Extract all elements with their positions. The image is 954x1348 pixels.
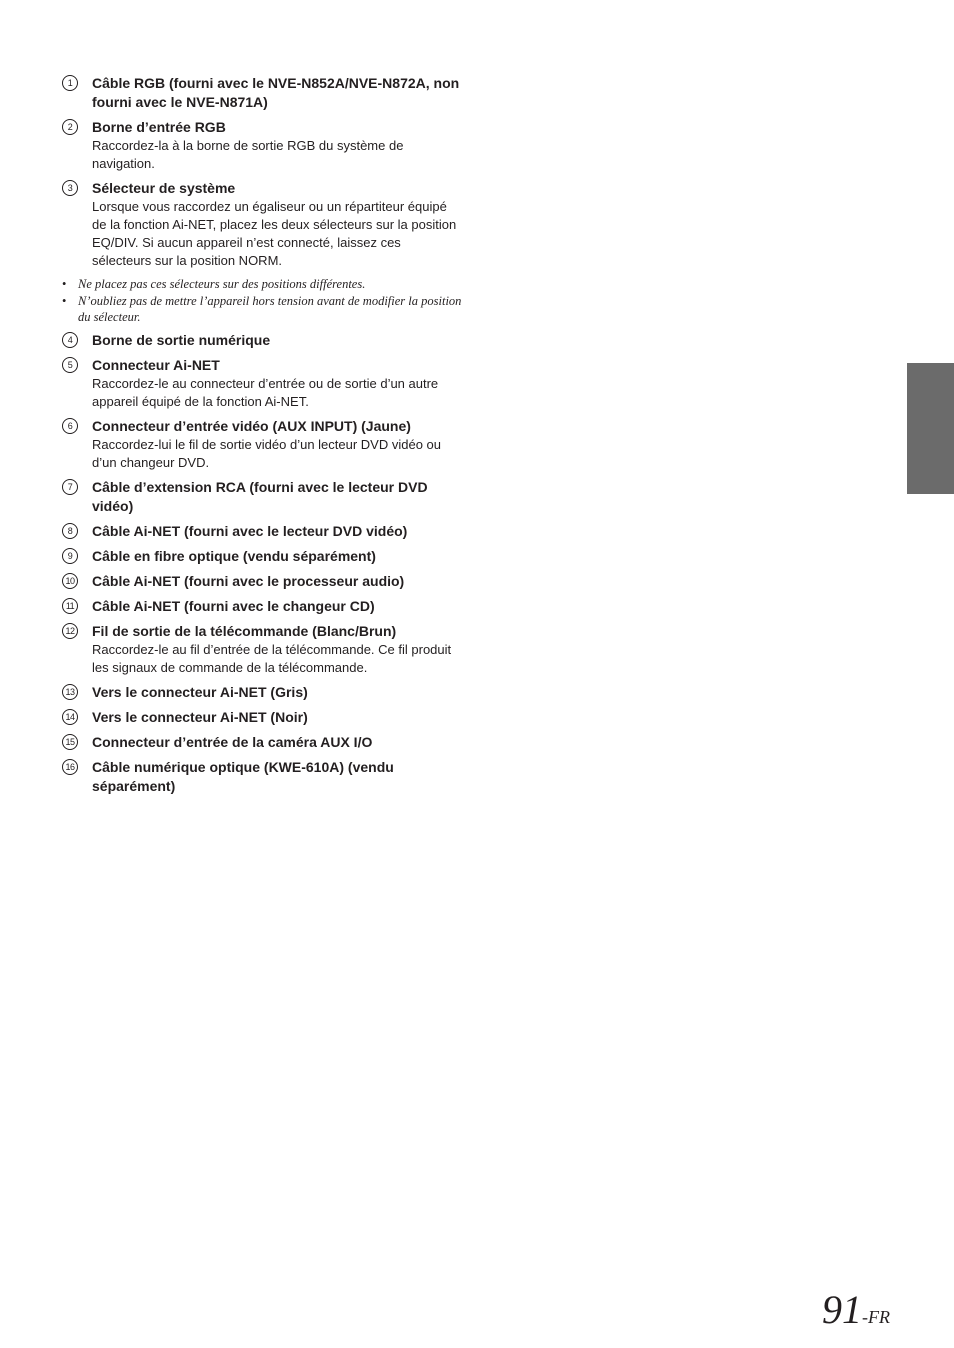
item-title: Connecteur d’entrée vidéo (AUX INPUT) (Jaune) (92, 418, 411, 434)
note-item (62, 276, 462, 292)
list-item (62, 733, 462, 752)
item-description: Raccordez-le au connecteur d’entrée ou de sortie d’un autre appareil équipé de la fonction Ai-NET. (92, 376, 439, 409)
note-text: N’oubliez pas de mettre l’appareil hors tension avant de modifier la position du sélecteur. (78, 294, 462, 324)
item-description: Raccordez-lui le fil de sortie vidéo d’un lecteur DVD vidéo ou d’un changeur DVD. (92, 437, 442, 470)
item-number-circle: 9 (62, 548, 78, 564)
list-item (62, 179, 462, 270)
list-item (62, 708, 462, 727)
note-item (62, 293, 462, 325)
section-tab (907, 363, 954, 494)
item-title: Connecteur d’entrée de la caméra AUX I/O (92, 734, 373, 750)
page-number-value: 91 (822, 1287, 863, 1332)
item-number-circle: 8 (62, 523, 78, 539)
item-title: Câble Ai-NET (fourni avec le lecteur DVD vidéo) (92, 523, 408, 539)
item-number-circle: 5 (62, 357, 78, 373)
item-title: Câble d’extension RCA (fourni avec le lecteur DVD vidéo) (92, 479, 428, 514)
list-item (62, 118, 462, 173)
item-number-circle: 2 (62, 119, 78, 135)
bullet-icon: • (62, 294, 67, 308)
list-item (62, 74, 462, 112)
bullet-icon: • (62, 277, 67, 291)
item-number-circle: 1 (62, 75, 78, 91)
item-description: Lorsque vous raccordez un égaliseur ou un répartiteur équipé de la fonction Ai-NET, placez les deux sélecteurs sur la position EQ/DIV. Si aucun appareil n’est connecté, laissez ces sélecteurs sur la position NORM. (92, 199, 457, 268)
list-item (62, 622, 462, 677)
item-title: Vers le connecteur Ai-NET (Noir) (92, 709, 308, 725)
list-item (62, 356, 462, 411)
list-item (62, 572, 462, 591)
item-title: Câble RGB (fourni avec le NVE-N852A/NVE-N872A, non fourni avec le NVE-N871A) (92, 75, 460, 110)
page-number (822, 1286, 890, 1334)
item-number-circle: 6 (62, 418, 78, 434)
item-title: Câble numérique optique (KWE-610A) (vendu séparément) (92, 759, 394, 794)
list-item (62, 597, 462, 616)
item-title: Fil de sortie de la télécommande (Blanc/Brun) (92, 623, 397, 639)
item-title: Borne d’entrée RGB (92, 119, 226, 135)
item-list-b (62, 331, 462, 796)
item-number-circle: 7 (62, 479, 78, 495)
item-title: Câble en fibre optique (vendu séparément) (92, 548, 376, 564)
item-number-circle: 3 (62, 180, 78, 196)
item-number-circle: 4 (62, 332, 78, 348)
list-item (62, 522, 462, 541)
item-number-circle: 11 (62, 598, 78, 614)
list-item (62, 683, 462, 702)
item-number-circle: 14 (62, 709, 78, 725)
item-list-a (62, 74, 462, 270)
list-item (62, 478, 462, 516)
page-number-suffix: -FR (862, 1307, 890, 1327)
item-title: Sélecteur de système (92, 180, 236, 196)
item-number-circle: 16 (62, 759, 78, 775)
item-description: Raccordez-la à la borne de sortie RGB du système de navigation. (92, 138, 404, 171)
item-title: Connecteur Ai-NET (92, 357, 220, 373)
note-text: Ne placez pas ces sélecteurs sur des positions différentes. (78, 277, 366, 291)
item-title: Borne de sortie numérique (92, 332, 271, 348)
list-item (62, 758, 462, 796)
page-content (62, 74, 462, 802)
list-item (62, 331, 462, 350)
item-title: Câble Ai-NET (fourni avec le changeur CD) (92, 598, 375, 614)
notes-list (62, 276, 462, 325)
item-number-circle: 13 (62, 684, 78, 700)
item-number-circle: 15 (62, 734, 78, 750)
item-title: Câble Ai-NET (fourni avec le processeur audio) (92, 573, 405, 589)
list-item (62, 417, 462, 472)
item-number-circle: 12 (62, 623, 78, 639)
item-description: Raccordez-le au fil d’entrée de la télécommande. Ce fil produit les signaux de commande de la télécommande. (92, 642, 452, 675)
list-item (62, 547, 462, 566)
item-title: Vers le connecteur Ai-NET (Gris) (92, 684, 308, 700)
item-number-circle: 10 (62, 573, 78, 589)
